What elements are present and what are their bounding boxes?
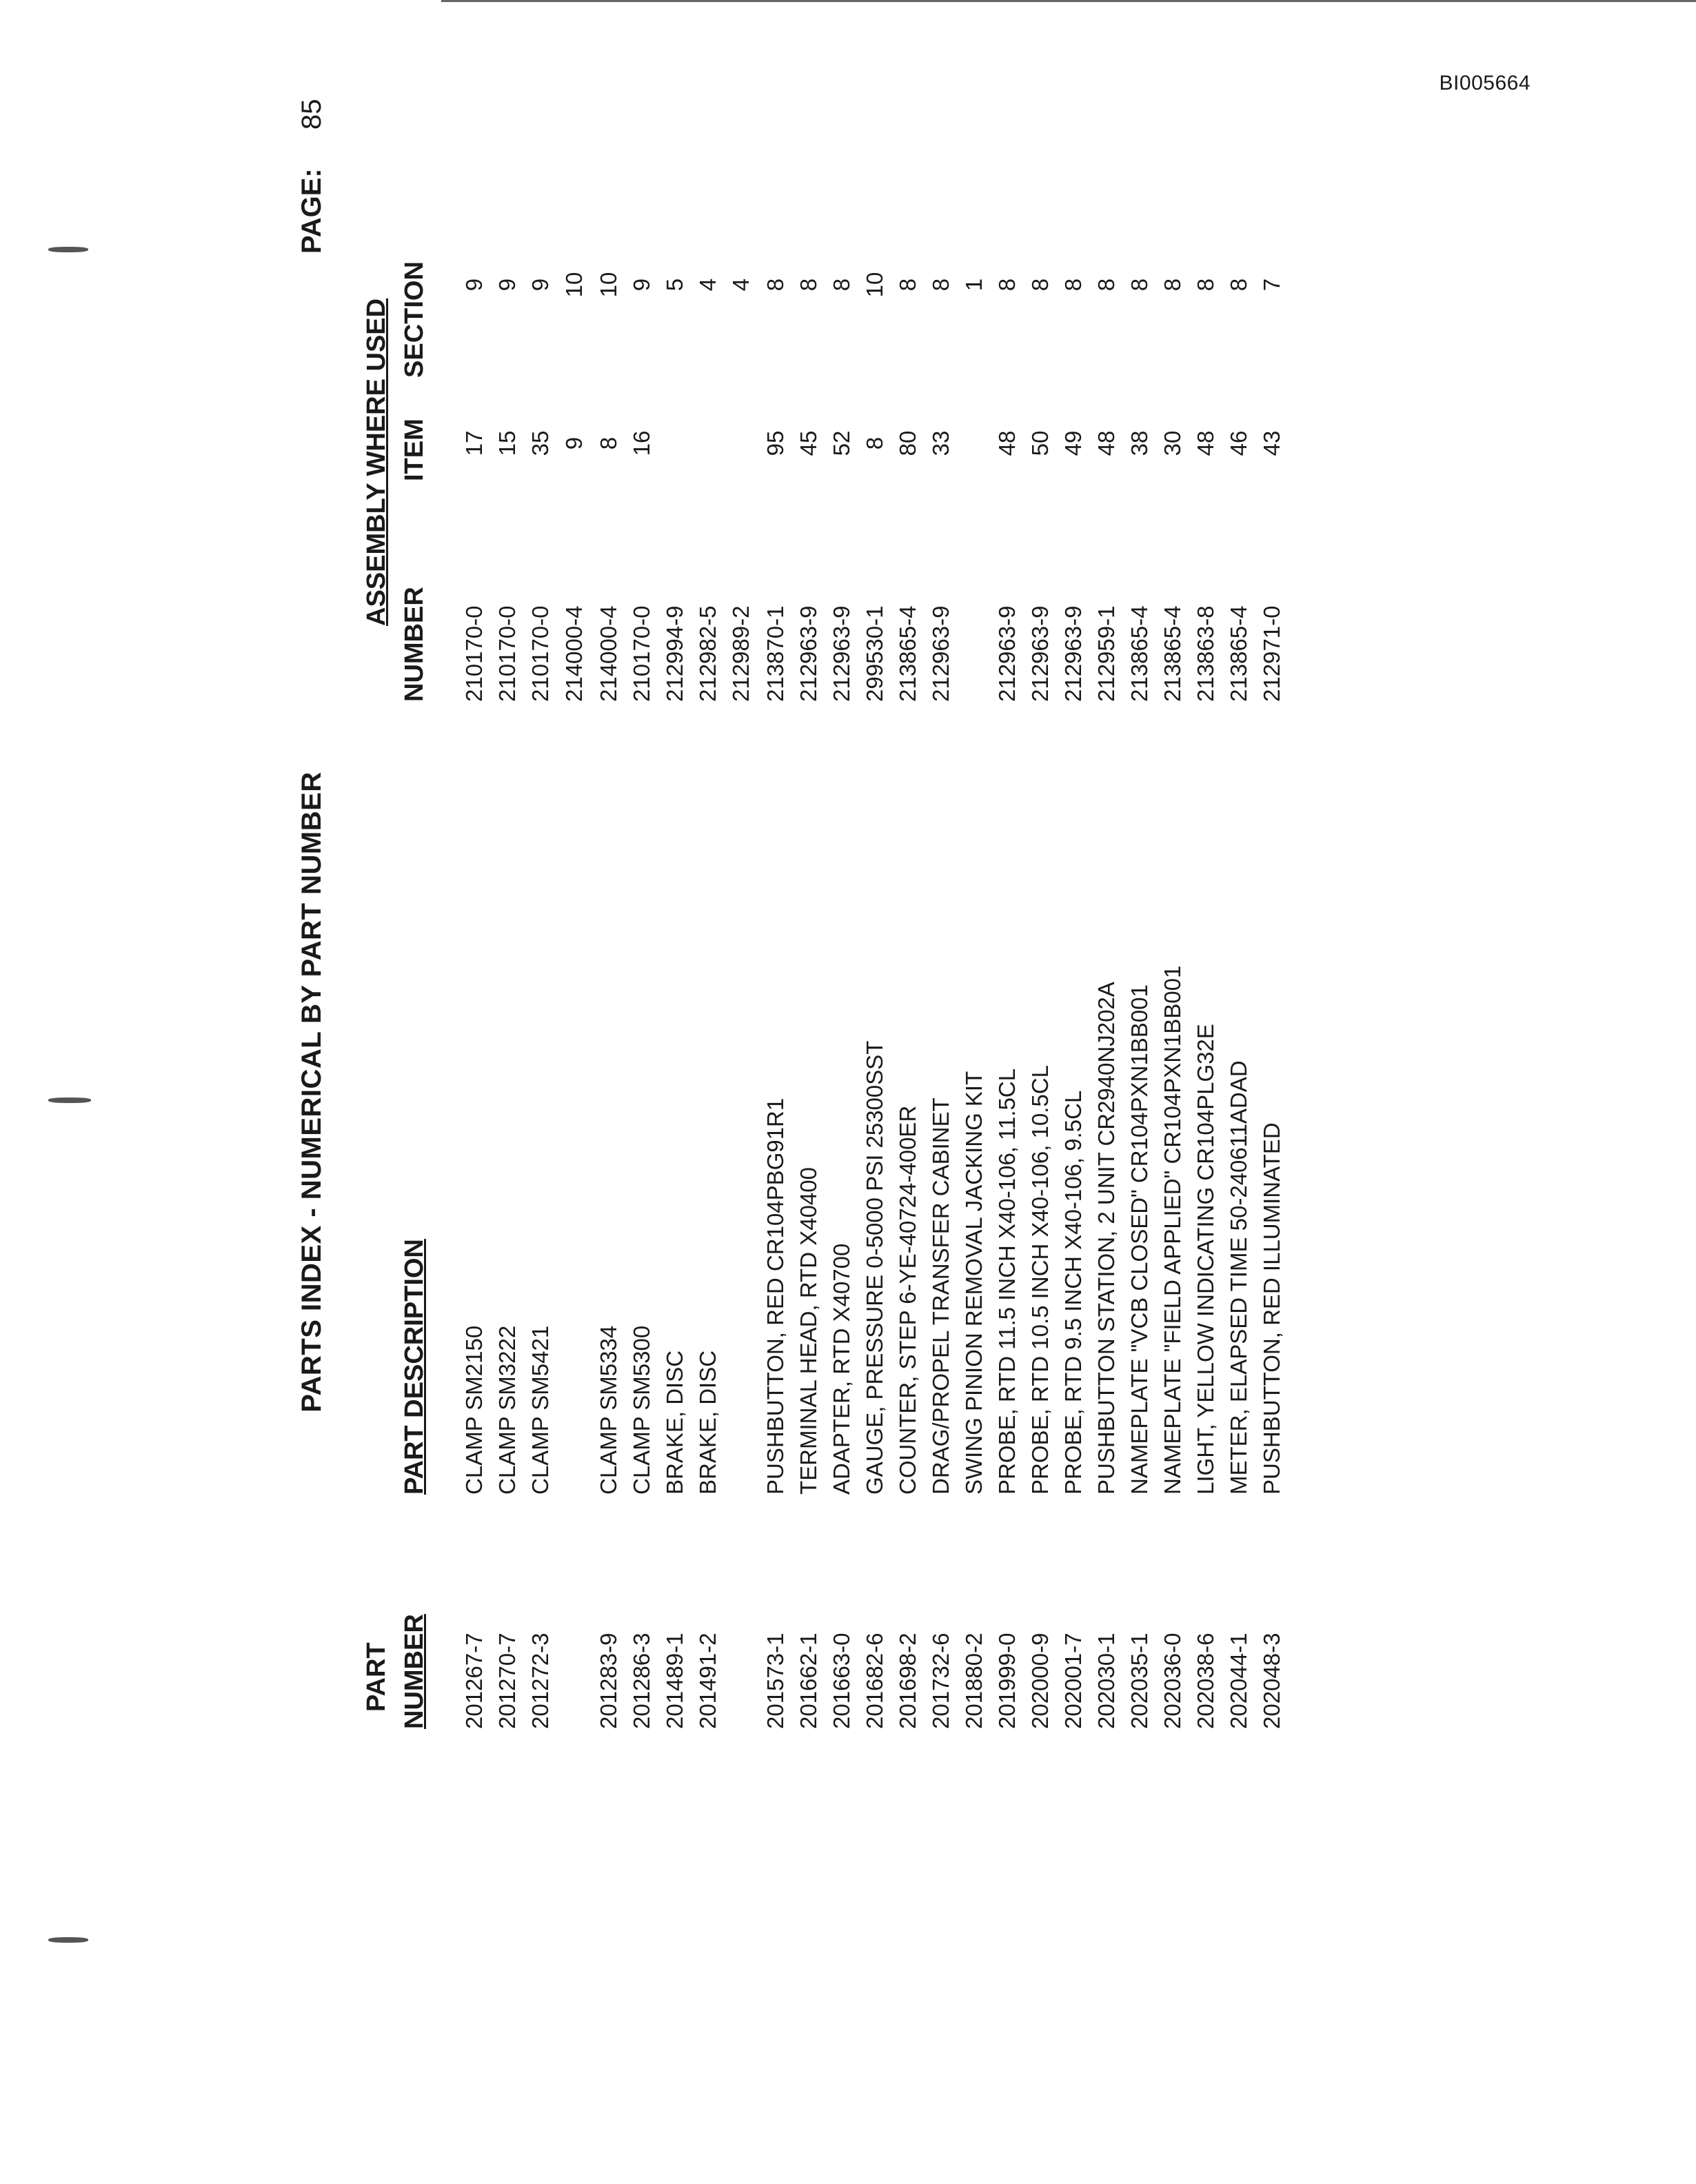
- section-cell: 10: [862, 272, 887, 298]
- item-cell: 45: [796, 430, 821, 456]
- assembly-number-cell: 212963-9: [928, 605, 953, 702]
- assembly-number-cell: 210170-0: [527, 605, 553, 702]
- header-assembly-where-used: ASSEMBLY WHERE USED: [362, 298, 391, 626]
- part-number-cell: 201662-1: [796, 1632, 821, 1729]
- item-cell: 15: [494, 430, 520, 456]
- part-number-cell: 202000-9: [1027, 1632, 1053, 1729]
- table-row: [1091, 0, 1122, 2184]
- item-cell: 33: [928, 430, 953, 456]
- part-number-cell: 202038-6: [1193, 1632, 1218, 1729]
- table-row: [492, 0, 523, 2184]
- section-cell: 8: [1160, 278, 1185, 292]
- section-cell: 8: [1093, 278, 1119, 292]
- part-description-cell: PUSHBUTTON STATION, 2 UNIT CR2940NJ202A: [1093, 982, 1119, 1495]
- part-description-cell: PROBE, RTD 10.5 INCH X40-106, 10.5CL: [1027, 1064, 1053, 1495]
- table-row: [692, 0, 724, 2184]
- part-number-cell: 202030-1: [1093, 1632, 1119, 1729]
- section-cell: 8: [1127, 278, 1152, 292]
- item-cell: 49: [1060, 430, 1086, 456]
- assembly-number-cell: 212994-9: [662, 605, 687, 702]
- part-number-cell: 201663-0: [829, 1632, 854, 1729]
- item-cell: 35: [527, 430, 553, 456]
- part-number-cell: 201573-1: [763, 1632, 788, 1729]
- item-cell: 38: [1127, 430, 1152, 456]
- assembly-number-cell: 212963-9: [1060, 605, 1086, 702]
- assembly-number-cell: 212963-9: [1027, 605, 1053, 702]
- part-number-cell: 202036-0: [1160, 1632, 1185, 1729]
- part-description-cell: CLAMP SM5334: [596, 1325, 621, 1495]
- item-cell: 8: [596, 436, 621, 450]
- assembly-number-cell: 210170-0: [461, 605, 487, 702]
- assembly-number-cell: 214000-4: [561, 605, 587, 702]
- assembly-number-cell: 213865-4: [1127, 605, 1152, 702]
- table-row: [593, 0, 625, 2184]
- header-part: PART: [362, 1642, 391, 1712]
- part-number-cell: 201698-2: [895, 1632, 920, 1729]
- assembly-number-cell: 213865-4: [1160, 605, 1185, 702]
- part-description-cell: BRAKE, DISC: [662, 1350, 687, 1495]
- assembly-number-cell: 212963-9: [796, 605, 821, 702]
- table-row: [626, 0, 658, 2184]
- part-number-cell: 202044-1: [1226, 1632, 1251, 1729]
- item-cell: 43: [1259, 430, 1284, 456]
- section-cell: 4: [695, 278, 720, 292]
- section-cell: 1: [961, 278, 987, 292]
- item-cell: 46: [1226, 430, 1251, 456]
- assembly-number-cell: 210170-0: [629, 605, 654, 702]
- part-description-cell: CLAMP SM5300: [629, 1325, 654, 1495]
- section-cell: 9: [629, 278, 654, 292]
- part-description-cell: COUNTER, STEP 6-YE-40724-400ER: [895, 1105, 920, 1495]
- section-cell: 10: [561, 272, 587, 298]
- item-cell: 80: [895, 430, 920, 456]
- table-row: [826, 0, 858, 2184]
- table-row: [925, 0, 957, 2184]
- part-description-cell: PUSHBUTTON, RED ILLUMINATED: [1259, 1122, 1284, 1495]
- section-cell: 8: [1027, 278, 1053, 292]
- table-row: [793, 0, 825, 2184]
- assembly-number-cell: 213865-4: [895, 605, 920, 702]
- part-number-cell: 202048-3: [1259, 1632, 1284, 1729]
- document-id: BI005664: [1439, 72, 1531, 94]
- part-description-cell: LIGHT, YELLOW INDICATING CR104PLG32E: [1193, 1024, 1218, 1495]
- table-row: [1190, 0, 1222, 2184]
- section-cell: 9: [461, 278, 487, 292]
- part-number-cell: 202035-1: [1127, 1632, 1152, 1729]
- table-row: [1157, 0, 1189, 2184]
- section-cell: 8: [796, 278, 821, 292]
- table-row: [859, 0, 891, 2184]
- table-row: [725, 0, 757, 2184]
- part-description-cell: PUSHBUTTON, RED CR104PBG91R1: [763, 1098, 788, 1495]
- part-number-cell: 201732-6: [928, 1632, 953, 1729]
- part-number-cell: 201880-2: [961, 1632, 987, 1729]
- part-number-cell: 201491-2: [695, 1632, 720, 1729]
- part-description-cell: METER, ELAPSED TIME 50-240611ADAD: [1226, 1060, 1251, 1495]
- part-number-cell: 201682-6: [862, 1632, 887, 1729]
- item-cell: 48: [1093, 430, 1119, 456]
- part-number-cell: 201286-3: [629, 1632, 654, 1729]
- item-cell: 16: [629, 430, 654, 456]
- section-cell: 8: [1193, 278, 1218, 292]
- assembly-number-cell: 210170-0: [494, 605, 520, 702]
- table-row: [1223, 0, 1255, 2184]
- assembly-number-cell: 212963-9: [829, 605, 854, 702]
- header-item: ITEM: [400, 418, 429, 481]
- table-row: [1256, 0, 1288, 2184]
- part-number-cell: 202001-7: [1060, 1632, 1086, 1729]
- part-description-cell: PROBE, RTD 9.5 INCH X40-106, 9.5CL: [1060, 1090, 1086, 1495]
- section-cell: 9: [494, 278, 520, 292]
- header-part-number: NUMBER: [400, 1614, 429, 1729]
- page-label: PAGE:: [296, 168, 327, 254]
- item-cell: 48: [994, 430, 1020, 456]
- part-number-cell: 201283-9: [596, 1632, 621, 1729]
- item-cell: 52: [829, 430, 854, 456]
- section-cell: 8: [763, 278, 788, 292]
- part-description-cell: ADAPTER, RTD X40700: [829, 1243, 854, 1495]
- item-cell: 9: [561, 436, 587, 450]
- item-cell: 95: [763, 430, 788, 456]
- part-description-cell: BRAKE, DISC: [695, 1350, 720, 1495]
- assembly-number-cell: 212963-9: [994, 605, 1020, 702]
- table-row: [991, 0, 1023, 2184]
- table-row: [458, 0, 490, 2184]
- header-section: SECTION: [400, 261, 429, 378]
- page-title: PARTS INDEX - NUMERICAL BY PART NUMBER: [296, 771, 327, 1413]
- part-description-cell: CLAMP SM3222: [494, 1325, 520, 1495]
- part-number-cell: 201272-3: [527, 1632, 553, 1729]
- item-cell: 48: [1193, 430, 1218, 456]
- section-cell: 8: [928, 278, 953, 292]
- table-row: [892, 0, 924, 2184]
- table-row: [1058, 0, 1089, 2184]
- part-description-cell: NAMEPLATE "FIELD APPLIED" CR104PXN1BB001: [1160, 965, 1185, 1495]
- page-number: 85: [296, 99, 327, 130]
- part-description-cell: PROBE, RTD 11.5 INCH X40-106, 11.5CL: [994, 1068, 1020, 1495]
- table-row: [659, 0, 691, 2184]
- part-number-cell: 201489-1: [662, 1632, 687, 1729]
- table-row: [958, 0, 990, 2184]
- section-cell: 8: [994, 278, 1020, 292]
- table-row: [525, 0, 556, 2184]
- table-row: [1024, 0, 1056, 2184]
- part-number-cell: 201999-0: [994, 1632, 1020, 1729]
- section-cell: 5: [662, 278, 687, 292]
- assembly-number-cell: 212971-0: [1259, 605, 1284, 702]
- part-description-cell: SWING PINION REMOVAL JACKING KIT: [961, 1071, 987, 1495]
- assembly-number-cell: 213865-4: [1226, 605, 1251, 702]
- part-description-cell: NAMEPLATE "VCB CLOSED" CR104PXN1BB001: [1127, 984, 1152, 1495]
- assembly-number-cell: 299530-1: [862, 605, 887, 702]
- part-description-cell: GAUGE, PRESSURE 0-5000 PSI 25300SST: [862, 1040, 887, 1495]
- header-part-description: PART DESCRIPTION: [400, 1239, 429, 1495]
- part-description-cell: DRAG/PROPEL TRANSFER CABINET: [928, 1098, 953, 1495]
- section-cell: 8: [1226, 278, 1251, 292]
- table-row: [558, 0, 590, 2184]
- part-description-cell: CLAMP SM5421: [527, 1325, 553, 1495]
- section-cell: 10: [596, 272, 621, 298]
- table-row: [760, 0, 791, 2184]
- part-description-cell: TERMINAL HEAD, RTD X40400: [796, 1167, 821, 1495]
- table-row: [1124, 0, 1155, 2184]
- part-number-cell: 201270-7: [494, 1632, 520, 1729]
- section-cell: 4: [728, 278, 754, 292]
- section-cell: 8: [829, 278, 854, 292]
- item-cell: 8: [862, 436, 887, 450]
- part-number-cell: 201267-7: [461, 1632, 487, 1729]
- item-cell: 17: [461, 430, 487, 456]
- header-assembly-number: NUMBER: [400, 587, 429, 702]
- section-cell: 8: [895, 278, 920, 292]
- section-cell: 8: [1060, 278, 1086, 292]
- item-cell: 30: [1160, 430, 1185, 456]
- section-cell: 7: [1259, 278, 1284, 292]
- assembly-number-cell: 212982-5: [695, 605, 720, 702]
- assembly-number-cell: 212989-2: [728, 605, 754, 702]
- section-cell: 9: [527, 278, 553, 292]
- assembly-number-cell: 213863-8: [1193, 605, 1218, 702]
- item-cell: 50: [1027, 430, 1053, 456]
- assembly-number-cell: 214000-4: [596, 605, 621, 702]
- assembly-number-cell: 213870-1: [763, 605, 788, 702]
- part-description-cell: CLAMP SM2150: [461, 1325, 487, 1495]
- assembly-number-cell: 212959-1: [1093, 605, 1119, 702]
